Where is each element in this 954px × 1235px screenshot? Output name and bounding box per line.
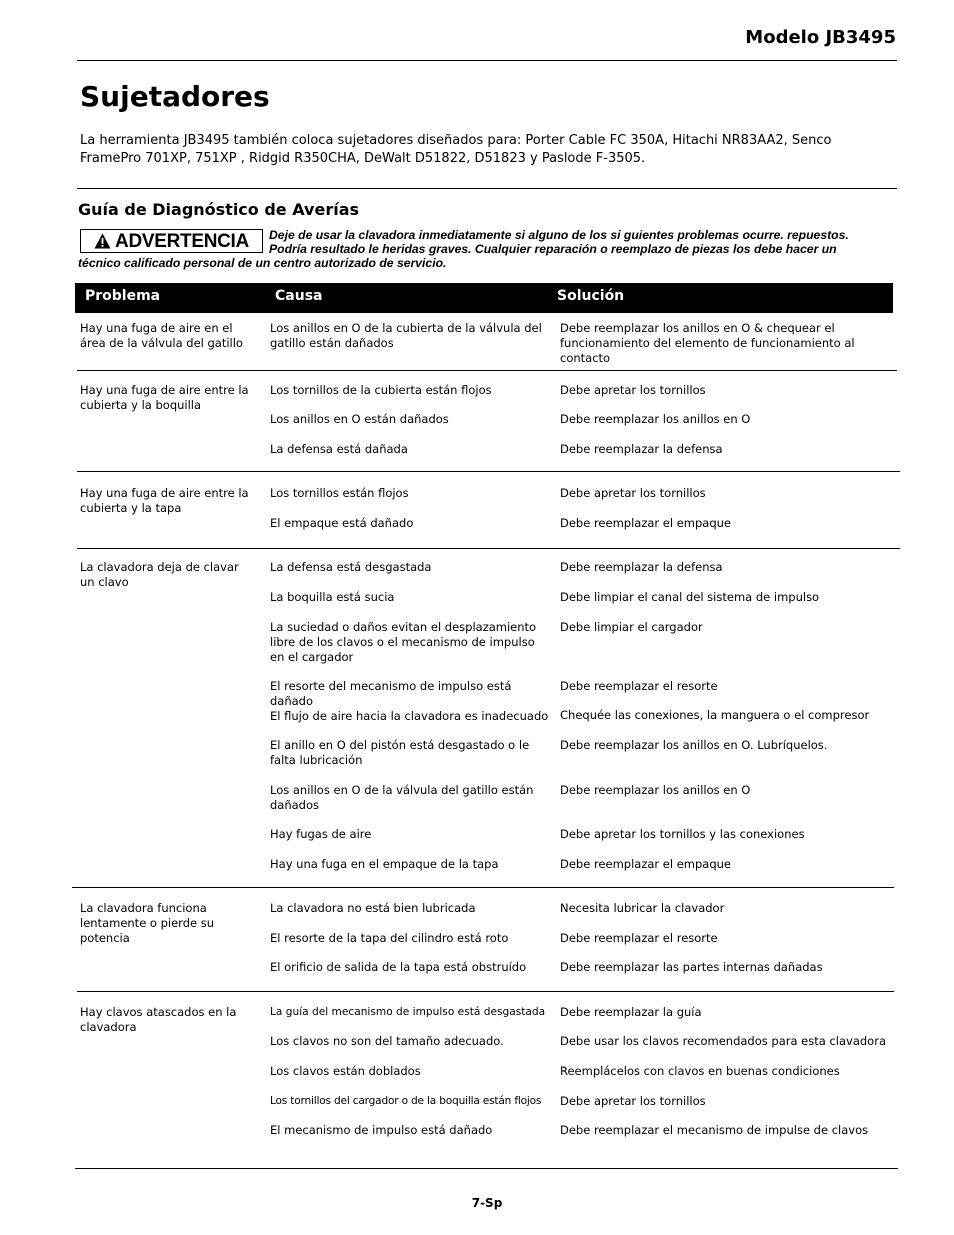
cause-cell: El flujo de aire hacia la clavadora es inadecuado [270, 709, 549, 723]
solution-cell: Debe reemplazar la defensa [560, 560, 723, 574]
row-divider [77, 471, 900, 472]
cause-cell: Los tornillos están flojos [270, 486, 409, 500]
solution-cell: Debe limpiar el cargador [560, 620, 703, 634]
section-divider [77, 188, 897, 189]
problem-cell: La clavadora funciona lentamente o pierde su potencia [80, 901, 215, 945]
column-header-problem: Problema [85, 288, 161, 304]
warning-triangle-icon [94, 233, 111, 249]
solution-cell: Debe apretar los tornillos [560, 1094, 706, 1108]
cause-cell: El mecanismo de impulso está dañado [270, 1123, 493, 1137]
solution-cell: Debe apretar los tornillos [560, 383, 706, 397]
solution-cell: Reemplácelos con clavos en buenas condiciones [560, 1064, 840, 1078]
problem-cell: Hay una fuga de aire entre la cubierta y la tapa [80, 486, 249, 515]
solution-cell: Debe reemplazar el empaque [560, 516, 732, 530]
column-header-cause: Causa [275, 288, 323, 304]
solution-cell: Debe reemplazar el mecanismo de impulse de clavos [560, 1123, 869, 1137]
cause-cell: Los anillos en O están dañados [270, 412, 449, 426]
solution-cell: Debe reemplazar los anillos en O. Lubríquelos. [560, 738, 828, 752]
solution-cell: Debe reemplazar la defensa [560, 442, 723, 456]
row-divider [77, 548, 900, 549]
warning-message: Deje de usar la clavadora inmediatamente si alguno de los si guientes problemas ocurre. repuestos. Podría resultado le heridas graves. Cualquier reparación o reemplazo de piezas los debe hacer un técnico calificado personal de un centro autorizado de servicio. [78, 228, 849, 270]
cause-cell: El resorte de la tapa del cilindro está roto [270, 931, 509, 945]
cause-cell: Los clavos están doblados [270, 1064, 421, 1078]
problem-cell: Hay una fuga de aire en el área de la válvula del gatillo [80, 321, 243, 350]
solution-cell: Debe reemplazar las partes internas dañadas [560, 960, 823, 974]
solution-cell: Necesita lubricar la clavador [560, 901, 725, 915]
cause-cell: El empaque está dañado [270, 516, 414, 530]
problem-cell: Hay clavos atascados en la clavadora [80, 1005, 237, 1034]
cause-cell: El anillo en O del pistón está desgastado o le falta lubricación [270, 738, 530, 767]
table-bottom-divider [75, 1168, 898, 1169]
row-divider [72, 887, 894, 888]
solution-cell: Debe reemplazar la guía [560, 1005, 702, 1019]
cause-cell: Los clavos no son del tamaño adecuado. [270, 1034, 504, 1048]
warning-badge-label: ADVERTENCIA [115, 230, 249, 252]
page-number: 7-Sp [471, 1196, 503, 1210]
warning-badge [80, 229, 263, 253]
column-header-solution: Solución [557, 288, 625, 304]
problem-cell: La clavadora deja de clavar un clavo [80, 560, 239, 589]
solution-cell: Debe usar los clavos recomendados para esta clavadora [560, 1034, 886, 1048]
cause-cell: Los anillos en O de la válvula del gatillo están dañados [270, 783, 534, 812]
table-header [75, 283, 893, 313]
row-divider [77, 991, 894, 992]
solution-cell: Debe reemplazar el resorte [560, 931, 718, 945]
cause-cell: Los anillos en O de la cubierta de la válvula del gatillo están dañados [270, 321, 542, 350]
cause-cell: La boquilla está sucia [270, 590, 395, 604]
solution-cell: Debe reemplazar los anillos en O & chequear el funcionamiento del elemento de funcionamiento al contacto [560, 321, 855, 365]
model-header: Modelo JB3495 [745, 27, 896, 48]
solution-cell: Debe reemplazar los anillos en O [560, 412, 751, 426]
solution-cell: Debe limpiar el canal del sistema de impulso [560, 590, 820, 604]
solution-cell: Chequée las conexiones, la manguera o el compresor [560, 708, 870, 722]
solution-cell: Debe reemplazar los anillos en O [560, 783, 751, 797]
cause-cell: La guía del mecanismo de impulso está desgastada [270, 1006, 546, 1018]
header-divider [77, 60, 897, 61]
cause-cell: Los tornillos de la cubierta están flojos [270, 383, 492, 397]
cause-cell: El orificio de salida de la tapa está obstruído [270, 960, 527, 974]
solution-cell: Debe reemplazar el resorte [560, 679, 718, 693]
solution-cell: Debe apretar los tornillos y las conexiones [560, 827, 805, 841]
cause-cell: Hay una fuga en el empaque de la tapa [270, 857, 499, 871]
solution-cell: Debe apretar los tornillos [560, 486, 706, 500]
page-title: Sujetadores [80, 80, 270, 113]
section-title: Guía de Diagnóstico de Averías [78, 200, 360, 219]
intro-paragraph: La herramienta JB3495 también coloca sujetadores diseñados para: Porter Cable FC 350A, Hitachi NR83AA2, Senco FramePro 701XP, 751XP , Ridgid R350CHA, DeWalt D51822, D51823 y Paslode F-3505. [80, 133, 832, 166]
solution-cell: Debe reemplazar el empaque [560, 857, 732, 871]
cause-cell: La defensa está dañada [270, 442, 408, 456]
problem-cell: Hay una fuga de aire entre la cubierta y la boquilla [80, 383, 249, 412]
cause-cell: La suciedad o daños evitan el desplazamiento libre de los clavos o el mecanismo de impulso en el cargador [270, 620, 537, 664]
cause-cell: Hay fugas de aire [270, 827, 372, 841]
cause-cell: El resorte del mecanismo de impulso está dañado [270, 679, 512, 708]
cause-cell: Los tornillos del cargador o de la boquilla están flojos [270, 1095, 542, 1107]
row-divider [77, 370, 897, 371]
cause-cell: La clavadora no está bien lubricada [270, 901, 476, 915]
cause-cell: La defensa está desgastada [270, 560, 432, 574]
